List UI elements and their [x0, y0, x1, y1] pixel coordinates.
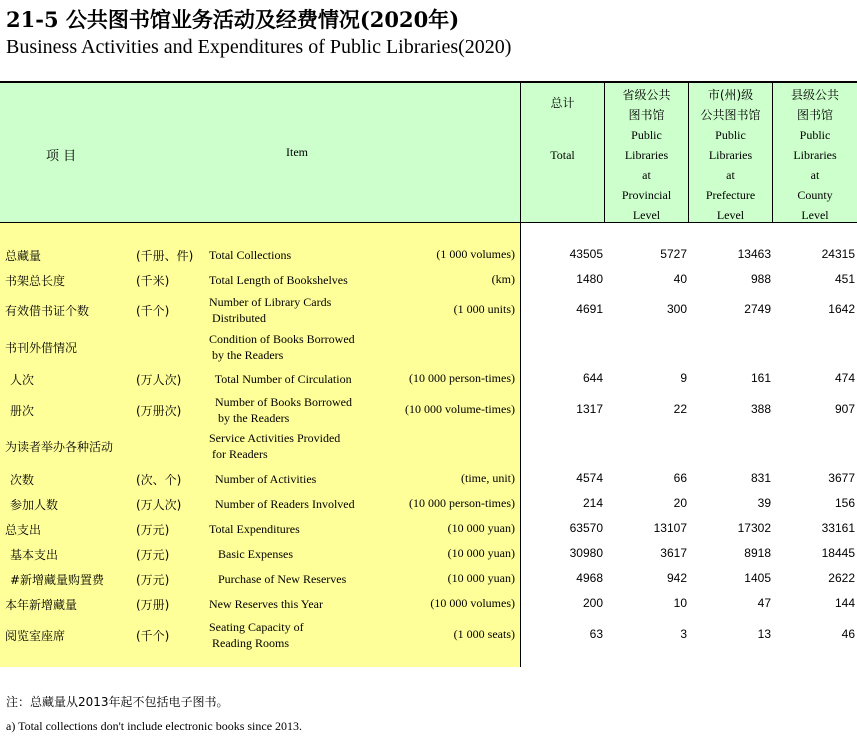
- row-unit-cn: (万人次): [136, 498, 182, 512]
- row-label-en-line: Service Activities Provided: [209, 431, 341, 445]
- row-value: 831: [750, 471, 771, 485]
- header-column-en: at: [810, 168, 820, 182]
- row-value: 3617: [660, 546, 687, 560]
- row-value: 200: [582, 596, 603, 610]
- row-unit-cn: (千个): [136, 629, 170, 643]
- row-value: 20: [673, 496, 687, 510]
- row-value: 474: [834, 371, 855, 385]
- row-label-cn: 总支出: [5, 523, 42, 537]
- header-column-en: Provincial: [621, 188, 672, 202]
- row-unit-cn: (万元): [136, 573, 170, 587]
- table-row: [0, 594, 857, 614]
- header-column-en: Libraries: [793, 148, 837, 162]
- table-row: [0, 293, 857, 327]
- row-label-en: [209, 294, 331, 326]
- header-column-en: at: [642, 168, 651, 182]
- row-value: 4968: [576, 571, 603, 585]
- header-column-cn: 图书馆: [796, 108, 833, 122]
- row-label-en-line: for Readers: [209, 447, 268, 461]
- row-unit-cn: (万册次): [136, 404, 182, 418]
- table-row: [0, 494, 857, 514]
- row-label-en: [209, 331, 355, 363]
- header-column-cn: 总计: [550, 96, 575, 110]
- row-unit-cn: (万人次): [136, 373, 182, 387]
- table-row: [0, 469, 857, 489]
- row-label-en-line: Purchase of New Reserves: [209, 572, 347, 586]
- row-label-cn: #新增藏量购置费: [10, 573, 105, 587]
- table-row: [0, 569, 857, 589]
- header-column-2: [604, 83, 688, 223]
- row-unit-en: (10 000 yuan): [447, 571, 515, 585]
- row-value: 214: [582, 496, 603, 510]
- row-label-cn: 阅览室座席: [5, 629, 66, 643]
- row-label-cn: 基本支出: [10, 548, 59, 562]
- row-label-en-line: Total Length of Bookshelves: [209, 273, 348, 287]
- header-column-en: Public: [631, 128, 662, 142]
- header-column-cn: 县级公共: [790, 88, 839, 102]
- row-value: 22: [673, 402, 687, 416]
- header-column-1: [520, 83, 604, 223]
- table-row: [0, 393, 857, 427]
- row-label-cn: 书架总长度: [5, 274, 66, 288]
- title-chinese: 21-5 公共图书馆业务活动及经费情况(2020年): [6, 7, 460, 32]
- row-value: 644: [582, 371, 603, 385]
- row-label-en: [209, 571, 346, 587]
- row-value: 30980: [569, 546, 603, 560]
- table-row: [0, 245, 857, 265]
- row-unit-en: (10 000 volumes): [430, 596, 515, 610]
- row-label-cn: 书刊外借情况: [5, 341, 78, 355]
- row-value: 18445: [821, 546, 855, 560]
- row-value: 13463: [737, 247, 771, 261]
- row-label-en-line: Total Collections: [209, 248, 292, 262]
- row-value: 13107: [653, 521, 687, 535]
- row-unit-en: (10 000 yuan): [447, 521, 515, 535]
- row-label-cn: 参加人数: [10, 498, 59, 512]
- row-label-en-line: Seating Capacity of: [209, 620, 304, 634]
- table-row: [0, 270, 857, 290]
- header-column-cn: 市(州)级: [707, 88, 754, 102]
- row-value: 988: [750, 272, 771, 286]
- statistics-table: [0, 81, 857, 667]
- header-column-3: [688, 83, 772, 223]
- row-unit-en: (km): [491, 272, 515, 286]
- row-value: 300: [666, 302, 687, 316]
- row-label-en-line: Distributed: [209, 311, 266, 325]
- row-value: 10: [673, 596, 687, 610]
- header-item-cn: 项 目: [46, 149, 77, 164]
- row-label-en-line: Reading Rooms: [209, 636, 289, 650]
- row-value: 4691: [576, 302, 603, 316]
- header-column-cn: 图书馆: [628, 108, 665, 122]
- row-unit-cn: (次、个): [136, 473, 182, 487]
- row-unit-en: (1 000 volumes): [436, 247, 515, 261]
- header-column-en: County: [797, 188, 833, 202]
- row-unit-cn: (千册、件): [136, 249, 194, 263]
- row-label-en: [209, 394, 352, 426]
- row-value: 5727: [660, 247, 687, 261]
- row-label-en: [209, 546, 293, 562]
- row-label-en: [209, 521, 300, 537]
- row-value: 40: [673, 272, 687, 286]
- row-label-en: [209, 272, 348, 288]
- row-value: 451: [834, 272, 855, 286]
- table-row: [0, 369, 857, 389]
- header-item-cell: [0, 83, 520, 223]
- row-value: 33161: [821, 521, 855, 535]
- row-value: 66: [673, 471, 687, 485]
- table-row: [0, 429, 857, 463]
- row-value: 1642: [828, 302, 855, 316]
- row-label-cn: 有效借书证个数: [5, 304, 90, 318]
- row-label-en-line: by the Readers: [209, 348, 284, 362]
- row-value: 1405: [744, 571, 771, 585]
- row-label-en-line: Number of Books Borrowed: [209, 395, 352, 409]
- row-value: 144: [834, 596, 855, 610]
- row-unit-cn: (万元): [136, 523, 170, 537]
- row-value: 2622: [828, 571, 855, 585]
- row-label-cn: 册次: [10, 404, 35, 418]
- row-label-en: [209, 496, 355, 512]
- row-label-en-line: Number of Library Cards: [209, 295, 332, 309]
- row-unit-en: (1 000 units): [453, 302, 515, 316]
- header-column-cn: 省级公共: [622, 88, 671, 102]
- row-value: 13: [757, 627, 771, 641]
- header-column-en: Public: [715, 128, 746, 142]
- row-unit-en: (10 000 yuan): [447, 546, 515, 560]
- row-unit-en: (1 000 seats): [453, 627, 515, 641]
- row-label-en-line: Basic Expenses: [209, 547, 293, 561]
- table-row: [0, 618, 857, 652]
- row-unit-en: (10 000 person-times): [409, 496, 515, 510]
- row-label-cn: 本年新增藏量: [5, 598, 78, 612]
- header-column-en: Prefecture: [705, 188, 756, 202]
- header-column-en: Level: [716, 208, 745, 222]
- row-unit-cn: (万元): [136, 548, 170, 562]
- row-value: 17302: [737, 521, 771, 535]
- row-value: 1317: [576, 402, 603, 416]
- row-label-cn: 人次: [10, 373, 35, 387]
- row-unit-en: (time, unit): [461, 471, 515, 485]
- row-value: 63570: [569, 521, 603, 535]
- header-column-en: Libraries: [708, 148, 753, 162]
- table-row: [0, 330, 857, 364]
- row-value: 63: [589, 627, 603, 641]
- footnote-english: a) Total collections don't include electronic books since 2013.: [6, 719, 303, 733]
- row-label-cn: 为读者举办各种活动: [5, 440, 114, 454]
- table-row: [0, 519, 857, 539]
- header-column-en: Level: [632, 208, 661, 222]
- row-value: 3677: [828, 471, 855, 485]
- row-label-en: [209, 471, 316, 487]
- title-english: Business Activities and Expenditures of Public Libraries(2020): [6, 36, 512, 58]
- row-label-en-line: Number of Readers Involved: [209, 497, 355, 511]
- row-label-cn: 总藏量: [5, 249, 42, 263]
- footnote-chinese: 注：总藏量从2013年起不包括电子图书。: [6, 695, 229, 709]
- row-value: 46: [841, 627, 855, 641]
- row-label-en-line: by the Readers: [209, 411, 290, 425]
- header-column-4: [772, 83, 857, 223]
- row-value: 9: [680, 371, 687, 385]
- row-value: 2749: [744, 302, 771, 316]
- row-value: 907: [834, 402, 855, 416]
- row-value: 942: [666, 571, 687, 585]
- header-column-en: Level: [801, 208, 829, 222]
- row-value: 1480: [576, 272, 603, 286]
- row-value: 4574: [576, 471, 603, 485]
- row-value: 43505: [569, 247, 603, 261]
- row-label-en: [209, 596, 323, 612]
- row-value: 161: [750, 371, 771, 385]
- header-column-en: Total: [550, 148, 575, 162]
- row-unit-en: (10 000 volume-times): [405, 402, 515, 416]
- row-label-en-line: Total Number of Circulation: [209, 372, 352, 386]
- row-label-en: [209, 247, 291, 263]
- header-item-en: Item: [286, 145, 308, 159]
- header-column-en: at: [726, 168, 735, 182]
- row-label-en-line: Number of Activities: [209, 472, 317, 486]
- row-value: 3: [680, 627, 687, 641]
- table-row: [0, 544, 857, 564]
- row-label-cn: 次数: [10, 473, 35, 487]
- row-unit-en: (10 000 person-times): [409, 371, 515, 385]
- row-value: 39: [757, 496, 771, 510]
- row-label-en-line: New Reserves this Year: [209, 597, 323, 611]
- row-value: 156: [834, 496, 855, 510]
- row-label-en-line: Condition of Books Borrowed: [209, 332, 355, 346]
- row-label-en-line: Total Expenditures: [209, 522, 300, 536]
- header-column-en: Public: [799, 128, 831, 142]
- row-value: 47: [757, 596, 771, 610]
- row-unit-cn: (千米): [136, 274, 170, 288]
- row-value: 24315: [821, 247, 855, 261]
- row-label-en: [209, 371, 352, 387]
- row-value: 8918: [744, 546, 771, 560]
- row-value: 388: [750, 402, 771, 416]
- row-unit-cn: (千个): [136, 304, 170, 318]
- row-unit-cn: (万册): [136, 598, 170, 612]
- row-label-en: [209, 430, 340, 462]
- header-column-en: Libraries: [624, 148, 669, 162]
- row-label-en: [209, 619, 304, 651]
- header-column-cn: 公共图书馆: [700, 108, 761, 122]
